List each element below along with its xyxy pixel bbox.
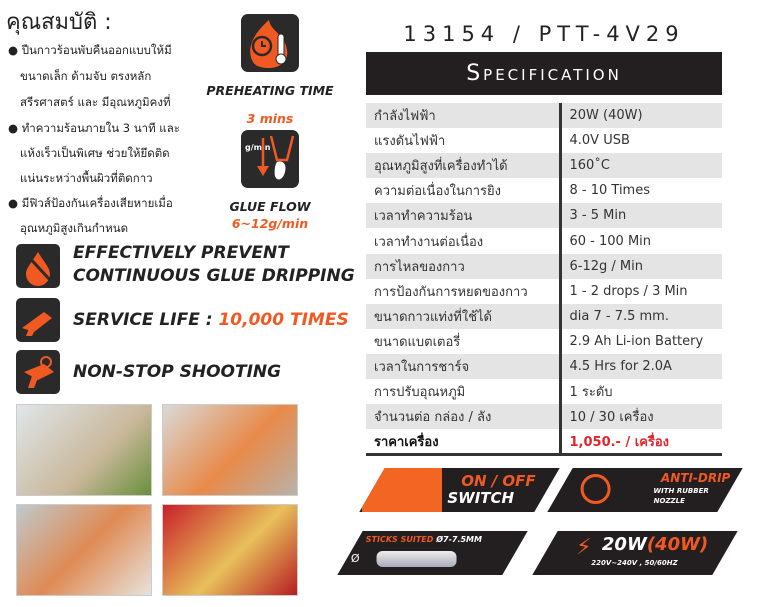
sticks-text [366, 535, 482, 544]
spec-label: อุณหภูมิสูงที่เครื่องทำได้ [366, 153, 560, 178]
shooting-icon [16, 350, 60, 394]
model-number: 13154 / PTT-4V29 [403, 22, 685, 46]
switch-line-2: SWITCH [447, 489, 515, 507]
spec-label: จำนวนต่อ กล่อง / ลัง [366, 404, 560, 429]
spec-label: เวลาทำงานต่อเนื่อง [366, 228, 560, 253]
spec-value: 3 - 5 Min [560, 203, 722, 228]
anti-drip-line-2: WITH RUBBER [653, 487, 709, 495]
spec-value: 1,050.- / เครื่อง [569, 434, 670, 450]
prevent-dripping-text [73, 242, 355, 288]
preheat-value: 3 mins [246, 111, 294, 126]
spec-header: Specification [366, 52, 722, 95]
anti-drip-icon [16, 244, 60, 288]
switch-image [362, 468, 442, 512]
bullet-line: แน่นระหว่างพื้นผิวที่ติดกาว [20, 171, 153, 185]
power-alt: (40W) [646, 534, 709, 555]
power-voltage: 220V~240V , 50/60HZ [591, 559, 678, 567]
features-title: คุณสมบัติ : [6, 10, 112, 35]
spec-value: 2.9 Ah Li-ion Battery [569, 333, 704, 349]
spec-row [366, 228, 722, 253]
spec-label: การไหลของกาว [366, 254, 560, 279]
product-photo-cup [162, 404, 298, 496]
spec-label: ราคาเครื่อง [366, 429, 560, 454]
glue-flow-unit: g/min [245, 143, 271, 152]
spec-value: 10 / 30 เครื่อง [560, 404, 722, 429]
glue-flow-value: 6~12g/min [231, 216, 309, 231]
sticks-size: Ø7-7.5MM [436, 535, 482, 544]
spec-row [366, 153, 722, 178]
bullet-line: ● ปืนกาวร้อนพับคืนออกแบบให้มี [8, 43, 172, 57]
spec-label: ขนาดกาวแท่งที่ใช้ได้ [366, 304, 560, 329]
preheat-label: PREHEATING TIME [206, 83, 334, 98]
service-life-text [73, 309, 349, 332]
spec-value: 1 - 2 drops / 3 Min [569, 283, 688, 299]
spec-row [366, 429, 722, 454]
anti-drip-line-3: NOZZLE [653, 497, 685, 505]
bullet-line: แห้งเร็วเป็นพิเศษ ช่วยให้ยึดติด [20, 146, 170, 160]
spec-value: dia 7 - 7.5 mm. [560, 304, 722, 329]
spec-value: 160˚C [560, 153, 722, 178]
spec-label: การป้องกันการหยดของกาว [366, 279, 560, 304]
spec-label: ขนาดแบตเตอรี่ [366, 329, 560, 354]
glue-flow-label: GLUE FLOW [229, 199, 311, 214]
spec-row [366, 203, 722, 228]
spec-value: 60 - 100 Min [569, 233, 652, 249]
spec-row [366, 354, 722, 379]
spec-row [366, 304, 722, 329]
spec-row [366, 379, 722, 404]
spec-row [366, 279, 722, 304]
spec-row [366, 329, 722, 354]
bullet-text: ทำความร้อนภายใน 3 นาที และ [21, 121, 180, 135]
non-stop-text: NON-STOP SHOOTING [73, 362, 282, 382]
spec-row [366, 254, 722, 279]
prevent-line-2: CONTINUOUS GLUE DRIPPING [73, 266, 355, 286]
spec-value: 1 ระดับ [569, 385, 613, 401]
anti-drip-line-1: ANTI-DRIP [660, 471, 731, 485]
diameter-symbol: Ø [350, 552, 360, 565]
service-life-label: SERVICE LIFE : [73, 310, 219, 330]
spec-row [366, 128, 722, 153]
no-drip-icon [581, 474, 611, 504]
spec-row [366, 103, 722, 128]
anti-drip-badge [547, 468, 742, 512]
glue-gun-icon [16, 298, 60, 342]
spec-label: เวลาในการชาร์จ [366, 354, 560, 379]
spec-table [366, 103, 722, 456]
bullet-line: อุณหภูมิสูงเกินกำหนด [20, 221, 129, 235]
switch-badge [359, 468, 559, 512]
preheat-icon [241, 14, 299, 72]
spec-value: 6-12g / Min [560, 254, 722, 279]
product-photo-toys [16, 404, 152, 496]
sticks-label: STICKS SUITED [365, 535, 434, 544]
spec-label: กำลังไฟฟ้า [366, 103, 560, 128]
spec-label: แรงดันไฟฟ้า [366, 128, 560, 153]
bullet-line: ขนาดเล็ก ด้ามจับ ตรงหลัก [20, 69, 152, 83]
product-photo-fabric [162, 504, 298, 596]
spec-row [366, 178, 722, 203]
spec-value: 4.0V USB [569, 133, 630, 149]
power-badge [532, 531, 737, 575]
switch-line-1: ON / OFF [461, 472, 536, 490]
product-photo-craft [16, 504, 152, 596]
service-life-value: 10,000 TIMES [218, 310, 349, 330]
spec-value: 8 - 10 Times [569, 183, 650, 199]
lightning-icon: ⚡ [576, 535, 592, 560]
glue-stick-image [377, 551, 457, 567]
spec-row [366, 404, 722, 429]
bullet-text: มีฟิวส์ป้องกันเครื่องเสียหายเมื่อ [21, 196, 173, 210]
sticks-badge [337, 531, 527, 575]
spec-value: 20W (40W) [560, 103, 722, 128]
power-main: 20W [601, 534, 647, 555]
spec-value: 4.5 Hrs for 2.0A [560, 354, 722, 379]
bullet-line: สรีรศาสตร์ และ มีอุณหภูมิคงที่ [20, 95, 171, 109]
bullet-line: ● มีฟิวส์ป้องกันเครื่องเสียหายเมื่อ [8, 196, 173, 210]
prevent-line-1: EFFECTIVELY PREVENT [73, 243, 289, 263]
spec-label: การปรับอุณหภูมิ [366, 379, 560, 404]
glue-flow-icon [241, 130, 299, 188]
bullet-line: ● ทำความร้อนภายใน 3 นาที และ [8, 121, 180, 135]
bullet-text: ปืนกาวร้อนพับคืนออกแบบให้มี [21, 43, 172, 57]
spec-label: เวลาทำความร้อน [366, 203, 560, 228]
power-text [602, 534, 708, 555]
spec-label: ความต่อเนื่องในการยิง [366, 178, 560, 203]
